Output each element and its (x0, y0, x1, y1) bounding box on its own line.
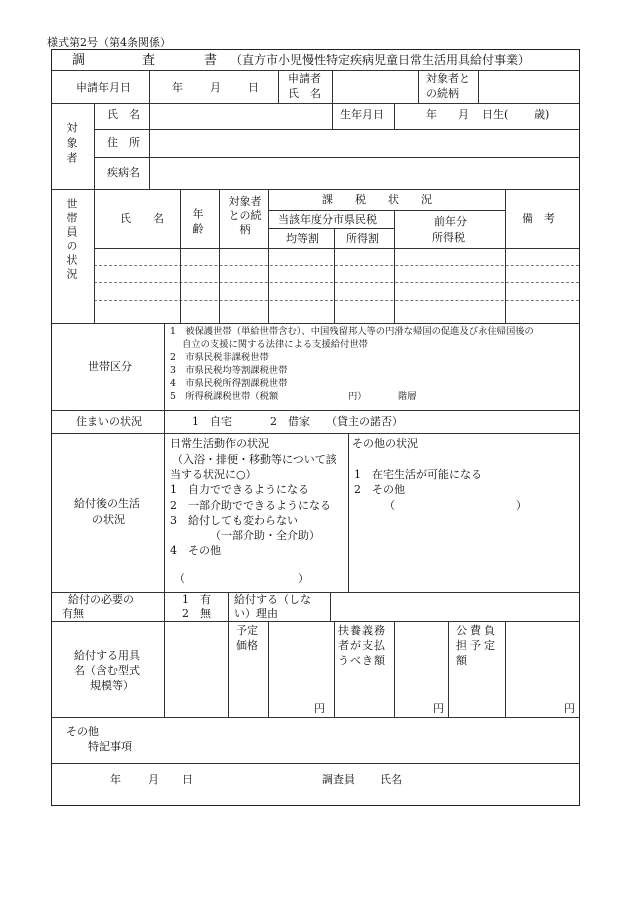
title-char-1: 調 (72, 53, 86, 68)
household-relation-header: 対象者との続柄 (228, 195, 262, 236)
daily-living-option-2[interactable]: 2 一部介助でできるようになる (170, 499, 331, 512)
housing-own-home[interactable]: 1 自宅 (192, 415, 232, 428)
daily-living-title: 日常生活動作の状況 (170, 437, 269, 450)
project-name: （直方市小児慢性特定疾病児童日常生活用具給付事業） (230, 53, 531, 67)
subject-side-label: 対象者 (65, 122, 78, 167)
necessity-yes[interactable]: 1 有 (182, 593, 211, 606)
other-status-option-2[interactable]: 2 その他 (354, 483, 405, 496)
subject-name-label: 氏 名 (107, 108, 140, 121)
remarks-header: 備 考 (522, 212, 555, 225)
equipment-label-3: 規模等） (90, 679, 134, 692)
duty-label-3: うべき額 (338, 654, 386, 667)
daily-living-option-4[interactable]: 4 その他 (170, 544, 221, 557)
housing-rental[interactable]: 2 借家 (270, 415, 310, 428)
price-yen: 円 (314, 702, 325, 715)
equipment-label-1: 給付する用具 (74, 649, 140, 662)
relation-label-2: の続柄 (426, 87, 459, 100)
footer-day[interactable]: 日 (182, 773, 193, 786)
necessity-label-1: 給付の必要の (68, 593, 134, 606)
footer-month[interactable]: 月 (148, 773, 159, 786)
other-status-paren-close: ） (516, 499, 527, 512)
disease-field[interactable] (150, 158, 579, 189)
income-levy-header: 所得割 (346, 232, 379, 245)
other-status-option-1[interactable]: 1 在宅生活が可能になる (354, 468, 482, 481)
household-class-item-3[interactable]: 3 市県民税均等割課税世帯 (170, 365, 288, 376)
title-char-2: 査 (142, 53, 156, 68)
daily-living-option-1[interactable]: 1 自力でできるようになる (170, 483, 309, 496)
application-date-year[interactable]: 年 (172, 81, 183, 94)
survey-form-table (51, 49, 580, 806)
housing-landlord-consent: （貸主の諾否） (326, 415, 403, 428)
title-char-3: 書 (204, 53, 218, 68)
prev-year-header-1: 前年分 (434, 215, 467, 228)
address-field[interactable] (150, 130, 579, 157)
applicant-label-2: 氏 名 (288, 87, 321, 100)
household-class-item-2[interactable]: 2 市県民税非課税世帯 (170, 352, 269, 363)
relation-label-1: 対象者と (426, 72, 470, 85)
duty-yen: 円 (433, 702, 444, 715)
household-age-header: 年齢 (191, 208, 204, 238)
necessity-no[interactable]: 2 無 (182, 607, 211, 620)
equipment-name-field[interactable] (165, 622, 228, 717)
public-label-1: 公費負 (456, 624, 498, 637)
duty-label-2: 者が支払 (338, 639, 386, 652)
reason-label-1: 給付する（しな (234, 593, 311, 606)
notes-field[interactable] (164, 718, 579, 763)
birth-label: 生年月日 (340, 108, 384, 121)
housing-label: 住まいの状況 (76, 415, 142, 428)
footer-year[interactable]: 年 (110, 773, 121, 786)
duty-label-1: 扶養義務 (338, 624, 386, 637)
application-date-day[interactable]: 日 (248, 81, 259, 94)
post-provision-label-1: 給付後の生活 (74, 497, 140, 510)
household-class-item-4[interactable]: 4 市県民税所得割課税世帯 (170, 378, 288, 389)
birth-year[interactable]: 年 (426, 108, 437, 121)
relation-field[interactable] (479, 71, 579, 103)
applicant-name-field[interactable] (333, 71, 418, 103)
municipal-tax-header: 当該年度分市県民税 (278, 213, 377, 226)
application-date-label: 申請年月日 (76, 81, 131, 94)
daily-living-option-3[interactable]: 3 給付しても変わらない (170, 514, 298, 527)
prev-year-header-2: 所得税 (432, 231, 465, 244)
household-name-header: 氏 名 (120, 212, 164, 225)
per-capita-levy-header: 均等割 (286, 232, 319, 245)
equipment-label-2: 名（含む型式 (74, 664, 140, 677)
birth-month[interactable]: 月 (458, 108, 469, 121)
public-label-3: 額 (456, 654, 467, 667)
notes-label-1: その他 (66, 725, 99, 738)
form-number: 様式第2号（第4条関係） (47, 36, 171, 49)
birth-day[interactable]: 日生( (482, 108, 509, 121)
household-side-label: 世帯員の状況 (65, 198, 78, 282)
household-class-item-5-tier: 階層 (398, 391, 417, 402)
applicant-label-1: 申請者 (288, 72, 321, 85)
household-class-label: 世帯区分 (88, 360, 132, 373)
disease-label: 疾病名 (107, 166, 140, 179)
daily-living-note-2: 当する状況に○） (170, 468, 257, 481)
tax-status-header: 課 税 状 況 (322, 193, 432, 206)
daily-living-note-1: （入浴・排便・移動等について該 (172, 453, 337, 466)
notes-label-2: 特記事項 (88, 740, 132, 753)
subject-name-field[interactable] (150, 104, 332, 129)
other-status-paren-open: （ (384, 499, 395, 512)
investigator-name-label: 氏名 (380, 773, 402, 786)
daily-living-option-3-note: （一部介助・全介助） (210, 529, 320, 542)
daily-living-paren-open: （ (174, 572, 185, 585)
other-status-title: その他の状況 (352, 437, 418, 450)
household-class-item-5-yen: 円） (348, 391, 367, 402)
household-member-rows[interactable] (95, 249, 579, 323)
price-label-2: 価格 (236, 639, 258, 652)
reason-field[interactable] (331, 593, 579, 621)
investigator-label: 調査員 (322, 773, 355, 786)
reason-label-2: い）理由 (234, 607, 278, 620)
household-class-item-5[interactable]: 5 所得税課税世帯（税額 (170, 391, 279, 402)
household-class-item-1-cont: 自立の支援に関する法律による支援給付世帯 (182, 339, 368, 350)
public-label-2: 担予定 (456, 639, 498, 652)
necessity-label-2: 有無 (62, 607, 84, 620)
post-provision-label-2: の状況 (92, 513, 125, 526)
public-yen: 円 (564, 702, 575, 715)
application-date-month[interactable]: 月 (210, 81, 221, 94)
birth-age[interactable]: 歳) (534, 108, 550, 121)
address-label: 住 所 (107, 136, 140, 149)
price-label-1: 予定 (236, 624, 258, 637)
daily-living-paren-close: ） (298, 572, 309, 585)
household-class-item-1[interactable]: 1 被保護世帯（単給世帯含む）、中国残留邦人等の円滑な帰国の促進及び永住帰国後の (170, 326, 534, 337)
